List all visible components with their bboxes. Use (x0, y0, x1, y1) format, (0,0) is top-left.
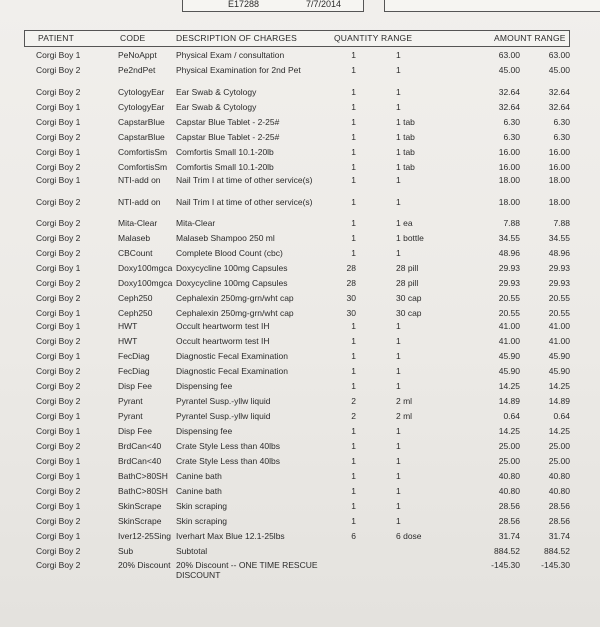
code-cell: FecDiag (118, 366, 150, 376)
amount-cell: -145.30 (491, 560, 520, 570)
amount-cell: 25.00 (498, 456, 520, 466)
table-row (0, 336, 600, 350)
amount-cell: 18.00 (498, 197, 520, 207)
quantity-range-cell: 1 (396, 426, 401, 436)
amount-cell: 29.93 (498, 278, 520, 288)
amount-range-cell: 14.25 (548, 381, 570, 391)
amount-range-cell: 884.52 (544, 546, 570, 556)
description-cell: Occult heartworm test IH (176, 321, 270, 331)
quantity-range-cell: 1 (396, 516, 401, 526)
quantity-range-cell: 1 (396, 501, 401, 511)
code-cell: 20% Discount (118, 560, 171, 570)
code-cell: HWT (118, 321, 138, 331)
patient-cell: Corgi Boy 2 (36, 381, 81, 391)
column-header-code: CODE (120, 33, 146, 43)
description-cell: Capstar Blue Tablet - 2-25# (176, 132, 280, 142)
code-cell: Ceph250 (118, 293, 153, 303)
description-cell: Canine bath (176, 471, 222, 481)
description-cell: Nail Trim I at time of other service(s) (176, 197, 313, 207)
table-row (0, 546, 600, 560)
amount-cell: 0.64 (503, 411, 520, 421)
quantity-range-cell: 1 (396, 50, 401, 60)
code-cell: Doxy100mgca (118, 263, 173, 273)
amount-cell: 18.00 (498, 175, 520, 185)
quantity-range-cell: 1 tab (396, 147, 415, 157)
quantity-cell: 1 (351, 197, 356, 207)
amount-range-cell: 45.90 (548, 351, 570, 361)
amount-cell: 28.56 (498, 501, 520, 511)
invoice-number: E17288 (228, 0, 260, 9)
quantity-range-cell: 1 (396, 351, 401, 361)
quantity-cell: 30 (346, 293, 356, 303)
table-row (0, 87, 600, 101)
patient-cell: Corgi Boy 2 (36, 441, 81, 451)
quantity-cell: 1 (351, 87, 356, 97)
quantity-range-cell: 1 (396, 486, 401, 496)
code-cell: FecDiag (118, 351, 150, 361)
table-row (0, 117, 600, 131)
amount-range-cell: 20.55 (548, 308, 570, 318)
code-cell: NTI-add on (118, 175, 161, 185)
quantity-cell: 1 (351, 233, 356, 243)
amount-range-cell: 32.64 (548, 87, 570, 97)
patient-cell: Corgi Boy 1 (36, 456, 81, 466)
code-cell: CytologyEar (118, 87, 165, 97)
amount-range-cell: 41.00 (548, 336, 570, 346)
code-cell: Iver12-25Sing (118, 531, 171, 541)
patient-cell: Corgi Boy 2 (36, 65, 81, 75)
description-cell: Iverhart Max Blue 12.1-25lbs (176, 531, 285, 541)
code-cell: Pyrant (118, 411, 143, 421)
amount-cell: 41.00 (498, 336, 520, 346)
quantity-range-cell: 1 tab (396, 162, 415, 172)
code-cell: Sub (118, 546, 134, 556)
quantity-range-cell: 1 (396, 441, 401, 451)
description-cell: Diagnostic Fecal Examination (176, 351, 288, 361)
table-row (0, 197, 600, 211)
patient-cell: Corgi Boy 1 (36, 50, 81, 60)
quantity-range-cell: 1 (396, 175, 401, 185)
description-cell: Doxycycline 100mg Capsules (176, 263, 288, 273)
code-cell: HWT (118, 336, 138, 346)
patient-cell: Corgi Boy 1 (36, 147, 81, 157)
table-row (0, 411, 600, 425)
amount-cell: 20.55 (498, 308, 520, 318)
amount-range-cell: 6.30 (553, 117, 570, 127)
quantity-range-cell: 1 tab (396, 117, 415, 127)
code-cell: CapstarBlue (118, 132, 165, 142)
description-cell: Cephalexin 250mg-grn/wht cap (176, 308, 294, 318)
code-cell: Disp Fee (118, 381, 153, 391)
patient-cell: Corgi Boy 2 (36, 278, 81, 288)
code-cell: Doxy100mgca (118, 278, 173, 288)
quantity-range-cell: 6 dose (396, 531, 422, 541)
invoice-date: 7/7/2014 (306, 0, 342, 9)
amount-range-cell: 18.00 (548, 197, 570, 207)
code-cell: PeNoAppt (118, 50, 157, 60)
code-cell: Pe2ndPet (118, 65, 156, 75)
code-cell: CBCount (118, 248, 153, 258)
code-cell: NTI-add on (118, 197, 161, 207)
patient-cell: Corgi Boy 2 (36, 162, 81, 172)
amount-cell: 6.30 (503, 117, 520, 127)
amount-range-cell: 63.00 (548, 50, 570, 60)
amount-range-cell: 14.89 (548, 396, 570, 406)
code-cell: BrdCan<40 (118, 441, 162, 451)
patient-cell: Corgi Boy 2 (36, 248, 81, 258)
quantity-cell: 30 (346, 308, 356, 318)
patient-cell: Corgi Boy 2 (36, 87, 81, 97)
description-cell: Doxycycline 100mg Capsules (176, 278, 288, 288)
quantity-cell: 28 (346, 263, 356, 273)
amount-cell: 14.25 (498, 381, 520, 391)
code-cell: Mita-Clear (118, 218, 158, 228)
description-cell: Pyrantel Susp.-yllw liquid (176, 396, 271, 406)
patient-cell: Corgi Boy 1 (36, 308, 81, 318)
description-cell: Diagnostic Fecal Examination (176, 366, 288, 376)
table-row (0, 65, 600, 79)
description-cell: Ear Swab & Cytology (176, 102, 257, 112)
amount-cell: 48.96 (498, 248, 520, 258)
quantity-range-cell: 1 (396, 102, 401, 112)
code-cell: BathC>80SH (118, 486, 168, 496)
amount-range-cell: 45.90 (548, 366, 570, 376)
patient-cell: Corgi Boy 1 (36, 117, 81, 127)
quantity-cell: 1 (351, 321, 356, 331)
patient-cell: Corgi Boy 2 (36, 516, 81, 526)
amount-range-cell: 28.56 (548, 516, 570, 526)
amount-range-cell: 16.00 (548, 162, 570, 172)
code-cell: ComfortisSm (118, 147, 168, 157)
code-cell: SkinScrape (118, 516, 162, 526)
quantity-range-cell: 2 ml (396, 411, 413, 421)
amount-range-cell: 29.93 (548, 263, 570, 273)
amount-cell: 34.55 (498, 233, 520, 243)
code-cell: CytologyEar (118, 102, 165, 112)
quantity-cell: 1 (351, 147, 356, 157)
table-row (0, 233, 600, 247)
table-row (0, 381, 600, 395)
patient-cell: Corgi Boy 2 (36, 218, 81, 228)
description-cell: Comfortis Small 10.1-20lb (176, 147, 274, 157)
description-cell: Physical Examination for 2nd Pet (176, 65, 301, 75)
patient-cell: Corgi Boy 2 (36, 197, 81, 207)
patient-cell: Corgi Boy 1 (36, 471, 81, 481)
amount-range-cell: 34.55 (548, 233, 570, 243)
amount-cell: 20.55 (498, 293, 520, 303)
amount-range-cell: 16.00 (548, 147, 570, 157)
amount-range-cell: 14.25 (548, 426, 570, 436)
column-header-quantity: QUANTITY RANGE (334, 33, 413, 43)
quantity-range-cell: 1 (396, 321, 401, 331)
patient-cell: Corgi Boy 2 (36, 293, 81, 303)
amount-range-cell: 40.80 (548, 471, 570, 481)
quantity-cell: 1 (351, 132, 356, 142)
quantity-cell: 2 (351, 411, 356, 421)
amount-range-cell: 29.93 (548, 278, 570, 288)
amount-cell: 16.00 (498, 147, 520, 157)
description-cell: Pyrantel Susp.-yllw liquid (176, 411, 271, 421)
table-row (0, 248, 600, 262)
table-row (0, 426, 600, 440)
quantity-cell: 1 (351, 441, 356, 451)
quantity-cell: 6 (351, 531, 356, 541)
amount-cell: 45.00 (498, 65, 520, 75)
amount-range-cell: 41.00 (548, 321, 570, 331)
quantity-cell: 1 (351, 102, 356, 112)
quantity-cell: 1 (351, 381, 356, 391)
quantity-cell: 28 (346, 278, 356, 288)
quantity-range-cell: 1 (396, 87, 401, 97)
column-header-patient: PATIENT (38, 33, 75, 43)
table-row (0, 50, 600, 64)
table-row (0, 102, 600, 116)
description-cell: Malaseb Shampoo 250 ml (176, 233, 275, 243)
table-row (0, 321, 600, 335)
quantity-cell: 1 (351, 336, 356, 346)
code-cell: Malaseb (118, 233, 151, 243)
patient-cell: Corgi Boy 1 (36, 351, 81, 361)
description-cell: Cephalexin 250mg-grn/wht cap (176, 293, 294, 303)
description-cell: Nail Trim I at time of other service(s) (176, 175, 313, 185)
quantity-range-cell: 1 (396, 366, 401, 376)
table-row (0, 308, 600, 322)
amount-range-cell: 0.64 (553, 411, 570, 421)
quantity-range-cell: 1 bottle (396, 233, 424, 243)
column-header-description: DESCRIPTION OF CHARGES (176, 33, 298, 43)
table-row (0, 162, 600, 176)
patient-cell: Corgi Boy 1 (36, 426, 81, 436)
quantity-range-cell: 1 ea (396, 218, 413, 228)
code-cell: Pyrant (118, 396, 143, 406)
table-row (0, 396, 600, 410)
code-cell: CapstarBlue (118, 117, 165, 127)
amount-range-cell: 40.80 (548, 486, 570, 496)
table-row (0, 147, 600, 161)
description-cell: 20% Discount -- ONE TIME RESCUE DISCOUNT (176, 560, 318, 580)
patient-cell: Corgi Boy 1 (36, 263, 81, 273)
description-cell: Physical Exam / consultation (176, 50, 285, 60)
quantity-cell: 1 (351, 516, 356, 526)
amount-range-cell: 25.00 (548, 441, 570, 451)
quantity-range-cell: 1 (396, 456, 401, 466)
patient-cell: Corgi Boy 2 (36, 396, 81, 406)
description-cell: Skin scraping (176, 516, 228, 526)
patient-cell: Corgi Boy 2 (36, 366, 81, 376)
amount-range-cell: 45.00 (548, 65, 570, 75)
quantity-cell: 1 (351, 65, 356, 75)
quantity-cell: 1 (351, 50, 356, 60)
amount-cell: 45.90 (498, 351, 520, 361)
quantity-range-cell: 1 (396, 65, 401, 75)
quantity-range-cell: 2 ml (396, 396, 413, 406)
quantity-cell: 1 (351, 366, 356, 376)
amount-cell: 28.56 (498, 516, 520, 526)
code-cell: Ceph250 (118, 308, 153, 318)
table-row (0, 441, 600, 455)
patient-cell: Corgi Boy 1 (36, 175, 81, 185)
patient-cell: Corgi Boy 2 (36, 336, 81, 346)
quantity-cell: 1 (351, 218, 356, 228)
description-cell: Crate Style Less than 40lbs (176, 441, 280, 451)
description-cell: Crate Style Less than 40lbs (176, 456, 280, 466)
amount-cell: 40.80 (498, 471, 520, 481)
quantity-cell: 1 (351, 456, 356, 466)
patient-cell: Corgi Boy 1 (36, 411, 81, 421)
column-header-amount: AMOUNT RANGE (494, 33, 566, 43)
patient-cell: Corgi Boy 1 (36, 321, 81, 331)
table-row (0, 218, 600, 232)
description-cell: Ear Swab & Cytology (176, 87, 257, 97)
table-row (0, 486, 600, 500)
amount-cell: 63.00 (498, 50, 520, 60)
patient-cell: Corgi Boy 1 (36, 501, 81, 511)
amount-cell: 31.74 (498, 531, 520, 541)
code-cell: SkinScrape (118, 501, 162, 511)
amount-cell: 14.25 (498, 426, 520, 436)
code-cell: ComfortisSm (118, 162, 168, 172)
quantity-cell: 1 (351, 248, 356, 258)
patient-cell: Corgi Boy 2 (36, 486, 81, 496)
description-cell: Canine bath (176, 486, 222, 496)
amount-range-cell: 20.55 (548, 293, 570, 303)
description-cell: Capstar Blue Tablet - 2-25# (176, 117, 280, 127)
code-cell: BathC>80SH (118, 471, 168, 481)
description-cell: Complete Blood Count (cbc) (176, 248, 283, 258)
table-row (0, 366, 600, 380)
description-cell: Occult heartworm test IH (176, 336, 270, 346)
amount-range-cell: 28.56 (548, 501, 570, 511)
table-row (0, 132, 600, 146)
quantity-range-cell: 1 (396, 381, 401, 391)
table-row (0, 351, 600, 365)
code-cell: BrdCan<40 (118, 456, 162, 466)
quantity-range-cell: 30 cap (396, 308, 422, 318)
amount-cell: 32.64 (498, 87, 520, 97)
description-cell: Mita-Clear (176, 218, 216, 228)
table-row (0, 560, 600, 580)
patient-cell: Corgi Boy 1 (36, 102, 81, 112)
description-cell: Comfortis Small 10.1-20lb (176, 162, 274, 172)
amount-cell: 14.89 (498, 396, 520, 406)
description-cell: Dispensing fee (176, 381, 233, 391)
quantity-range-cell: 1 (396, 336, 401, 346)
quantity-range-cell: 1 (396, 248, 401, 258)
quantity-range-cell: 1 (396, 197, 401, 207)
amount-cell: 6.30 (503, 132, 520, 142)
amount-cell: 40.80 (498, 486, 520, 496)
code-cell: Disp Fee (118, 426, 153, 436)
amount-cell: 29.93 (498, 263, 520, 273)
quantity-range-cell: 1 tab (396, 132, 415, 142)
amount-range-cell: -145.30 (541, 560, 570, 570)
amount-range-cell: 18.00 (548, 175, 570, 185)
quantity-cell: 1 (351, 471, 356, 481)
quantity-cell: 1 (351, 501, 356, 511)
patient-cell: Corgi Boy 2 (36, 132, 81, 142)
invoice-info-box-right (384, 0, 600, 12)
amount-cell: 32.64 (498, 102, 520, 112)
quantity-range-cell: 28 pill (396, 263, 419, 273)
table-row (0, 531, 600, 545)
quantity-cell: 1 (351, 117, 356, 127)
amount-range-cell: 6.30 (553, 132, 570, 142)
quantity-range-cell: 1 (396, 471, 401, 481)
quantity-range-cell: 30 cap (396, 293, 422, 303)
description-cell: Dispensing fee (176, 426, 233, 436)
amount-cell: 16.00 (498, 162, 520, 172)
amount-range-cell: 31.74 (548, 531, 570, 541)
table-row (0, 471, 600, 485)
amount-range-cell: 7.88 (553, 218, 570, 228)
quantity-cell: 1 (351, 486, 356, 496)
quantity-cell: 2 (351, 396, 356, 406)
patient-cell: Corgi Boy 2 (36, 233, 81, 243)
table-row (0, 501, 600, 515)
quantity-cell: 1 (351, 426, 356, 436)
quantity-cell: 1 (351, 351, 356, 361)
description-cell: Skin scraping (176, 501, 228, 511)
amount-range-cell: 25.00 (548, 456, 570, 466)
amount-range-cell: 32.64 (548, 102, 570, 112)
table-row (0, 456, 600, 470)
patient-cell: Corgi Boy 2 (36, 546, 81, 556)
quantity-range-cell: 28 pill (396, 278, 419, 288)
table-row (0, 293, 600, 307)
description-cell: Subtotal (176, 546, 208, 556)
amount-cell: 7.88 (503, 218, 520, 228)
table-row (0, 175, 600, 189)
quantity-cell: 1 (351, 162, 356, 172)
quantity-cell: 1 (351, 175, 356, 185)
amount-cell: 45.90 (498, 366, 520, 376)
amount-range-cell: 48.96 (548, 248, 570, 258)
amount-cell: 41.00 (498, 321, 520, 331)
table-row (0, 263, 600, 277)
table-row (0, 278, 600, 292)
amount-cell: 884.52 (494, 546, 520, 556)
patient-cell: Corgi Boy 1 (36, 531, 81, 541)
table-row (0, 516, 600, 530)
amount-cell: 25.00 (498, 441, 520, 451)
patient-cell: Corgi Boy 2 (36, 560, 81, 570)
